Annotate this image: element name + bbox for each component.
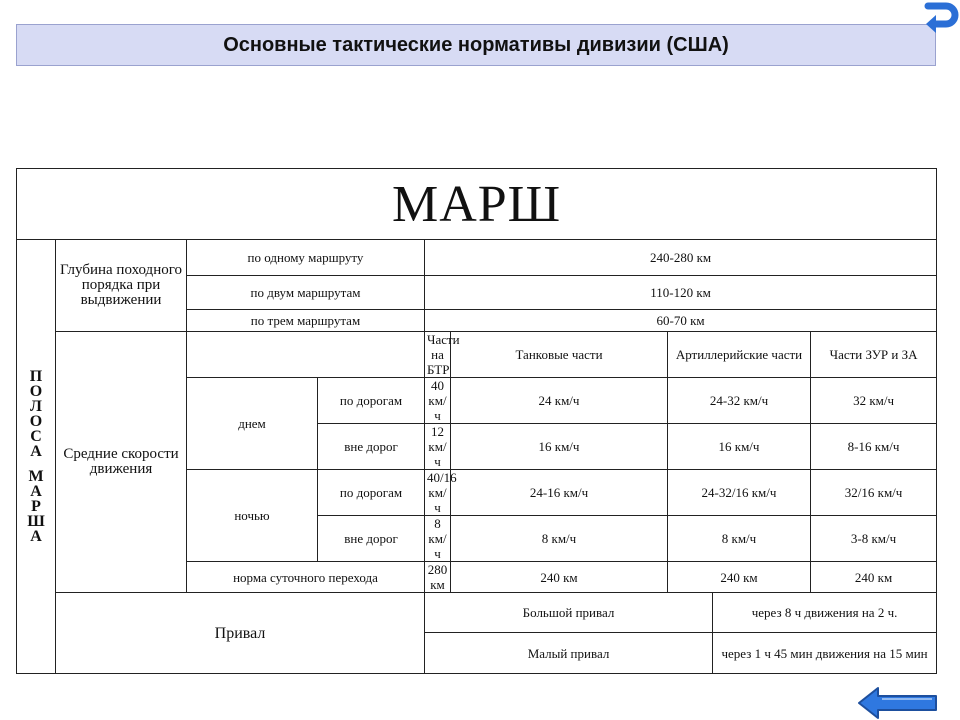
speed-value: 8 км/ч: [451, 516, 668, 562]
speed-value: 24-32/16 км/ч: [668, 470, 811, 516]
speed-value: 12 км/ч: [425, 424, 451, 470]
side-label: П О Л О С А М А Р Ш А: [17, 240, 56, 674]
speed-value: 24 км/ч: [451, 378, 668, 424]
daily-norm-value: 240 км: [451, 562, 668, 593]
speed-value: 3-8 км/ч: [811, 516, 937, 562]
speed-column-header: Части на БТР: [425, 332, 451, 378]
depth-row-label: по трем маршрутам: [187, 310, 425, 332]
return-arrow-icon[interactable]: [922, 0, 960, 34]
depth-row-value: 240-280 км: [425, 240, 937, 276]
depth-label: Глубина походного порядка при выдвижении: [56, 240, 187, 332]
small-rest-label: Малый привал: [425, 633, 713, 674]
speed-value: 16 км/ч: [668, 424, 811, 470]
daily-norm-label: норма суточного перехода: [187, 562, 425, 593]
march-table-wrap: [16, 168, 936, 661]
speed-value: 8-16 км/ч: [811, 424, 937, 470]
day-label: днем: [187, 378, 318, 470]
speed-value: 32/16 км/ч: [811, 470, 937, 516]
speed-value: 8 км/ч: [668, 516, 811, 562]
big-rest-label: Большой привал: [425, 593, 713, 633]
big-rest-value: через 8 ч движения на 2 ч.: [713, 593, 937, 633]
speed-value: 16 км/ч: [451, 424, 668, 470]
page-title: Основные тактические нормативы дивизии (США): [223, 33, 729, 56]
rest-label: Привал: [56, 593, 425, 674]
speed-header-blank: [187, 332, 425, 378]
speed-label: Средние скорости движения: [56, 332, 187, 593]
offroad-label: вне дорог: [318, 424, 425, 470]
table-title: МАРШ: [17, 169, 937, 240]
daily-norm-value: 280 км: [425, 562, 451, 593]
title-bar: [16, 24, 936, 66]
offroad-label: вне дорог: [318, 516, 425, 562]
road-label: по дорогам: [318, 378, 425, 424]
speed-column-header: Танковые части: [451, 332, 668, 378]
speed-value: 24-16 км/ч: [451, 470, 668, 516]
speed-value: 32 км/ч: [811, 378, 937, 424]
depth-row-value: 110-120 км: [425, 276, 937, 310]
speed-value: 40 км/ч: [425, 378, 451, 424]
speed-value: 40/16 км/ч: [425, 470, 451, 516]
speed-value: 8 км/ч: [425, 516, 451, 562]
road-label: по дорогам: [318, 470, 425, 516]
back-arrow-icon[interactable]: [856, 686, 940, 720]
night-label: ночью: [187, 470, 318, 562]
daily-norm-value: 240 км: [668, 562, 811, 593]
depth-row-label: по двум маршрутам: [187, 276, 425, 310]
depth-row-label: по одному маршруту: [187, 240, 425, 276]
daily-norm-value: 240 км: [811, 562, 937, 593]
speed-column-header: Артиллерийские части: [668, 332, 811, 378]
speed-value: 24-32 км/ч: [668, 378, 811, 424]
speed-column-header: Части ЗУР и ЗА: [811, 332, 937, 378]
march-table: [16, 168, 937, 674]
small-rest-value: через 1 ч 45 мин движения на 15 мин: [713, 633, 937, 674]
depth-row-value: 60-70 км: [425, 310, 937, 332]
